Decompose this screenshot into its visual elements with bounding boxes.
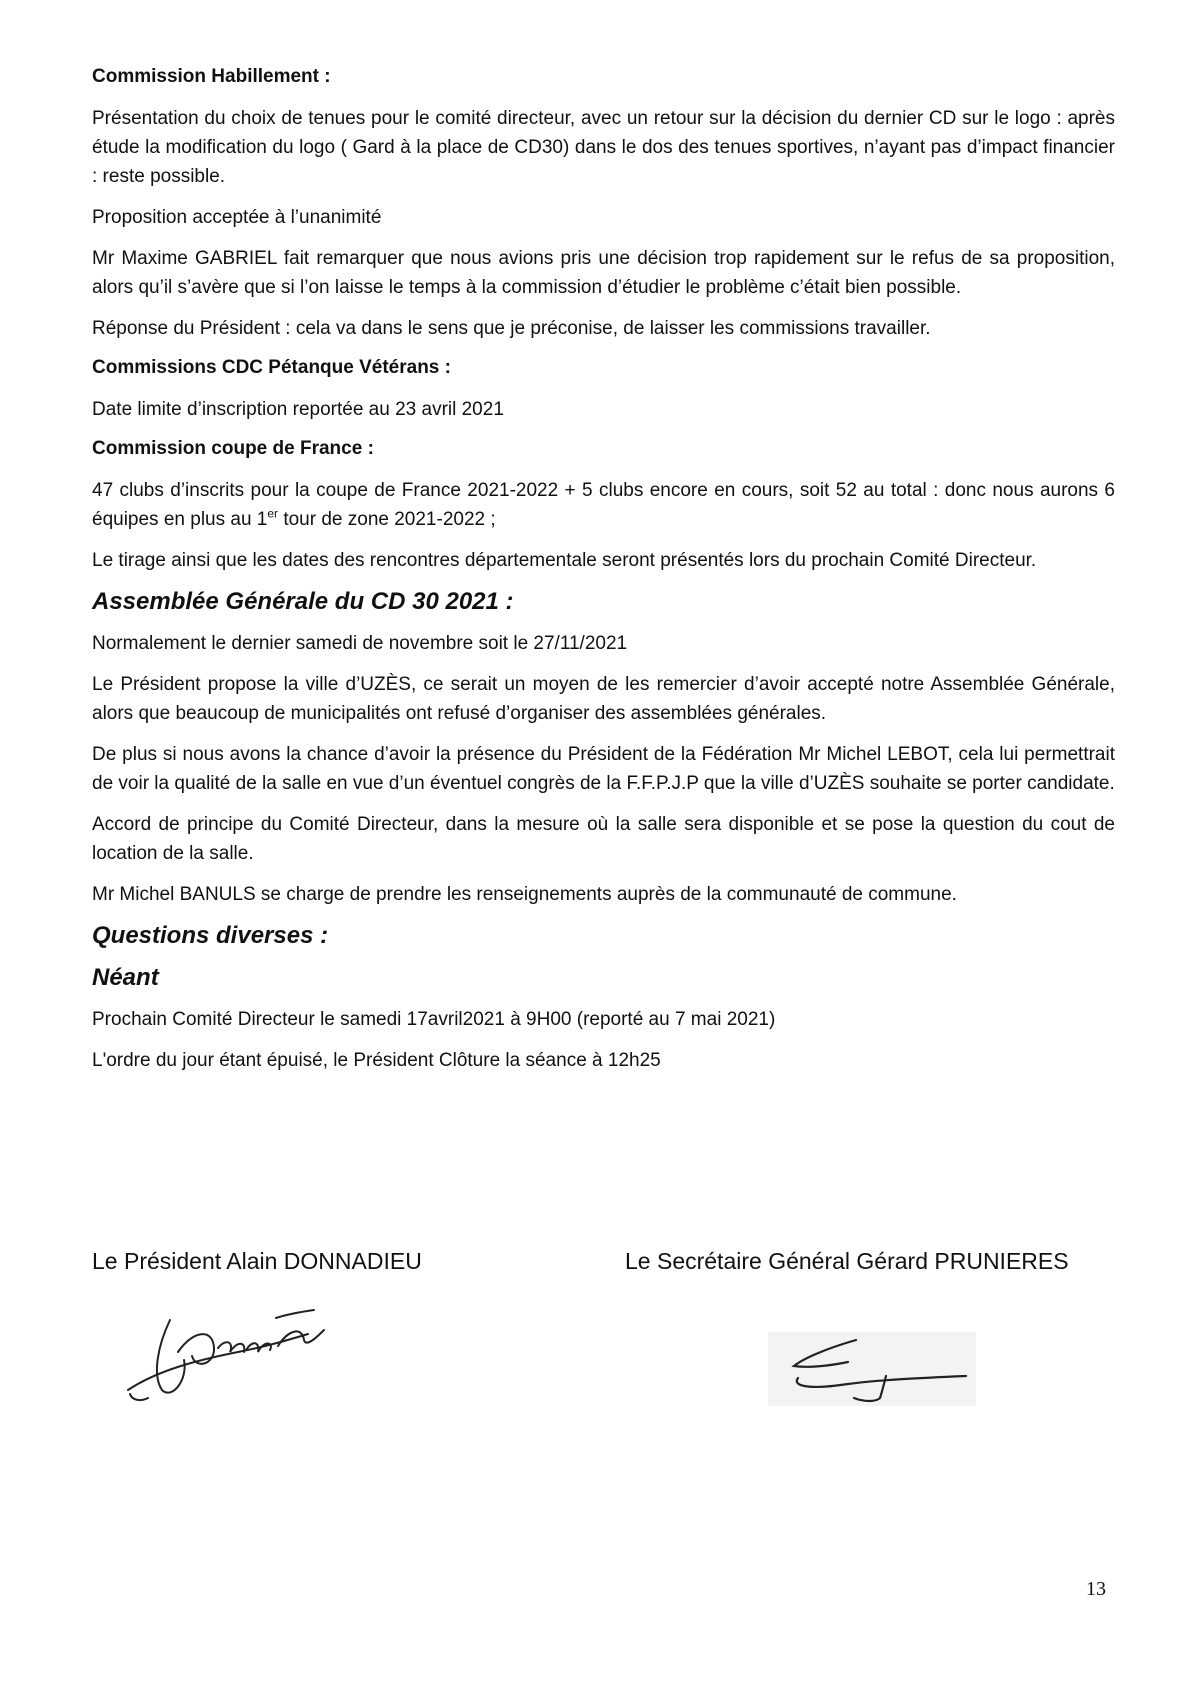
section-title-cdc: Commissions CDC Pétanque Vétérans :	[92, 357, 451, 378]
secretary-signature	[768, 1332, 976, 1406]
paragraph: Accord de principe du Comité Directeur, dans la mesure où la salle sera disponible et se pose la question du cout de location de la salle.	[92, 814, 1115, 864]
paragraph: Le Président propose la ville d’UZÈS, ce serait un moyen de les remercier d’avoir accepté notre Assemblée Générale, alors que beaucoup de municipalités ont refusé d’organiser des assemblées générales.	[92, 674, 1115, 724]
paragraph: Présentation du choix de tenues pour le comité directeur, avec un retour sur la décision du dernier CD sur le logo : après étude la modification du logo ( Gard à la place de CD30) dans le dos des tenues sportives, n’ayant pas d’impact financier : reste possible.	[92, 108, 1115, 187]
document-body	[92, 64, 1115, 1087]
section-title-habillement: Commission Habillement :	[92, 66, 331, 87]
paragraph: De plus si nous avons la chance d’avoir la présence du Président de la Fédération Mr Michel LEBOT, cela lui permettrait de voir la qualité de la salle en vue d’un éventuel congrès de la F.F.P.J.P que la ville d’UZÈS souhaite se porter candidate.	[92, 744, 1115, 794]
president-signature	[118, 1290, 338, 1410]
paragraph-coupe-de-france	[92, 476, 1115, 534]
paragraph: Le tirage ainsi que les dates des rencontres départementale seront présentés lors du prochain Comité Directeur.	[92, 550, 1037, 571]
section-title-assemblee-generale: Assemblée Générale du CD 30 2021 :	[92, 588, 514, 615]
section-title-questions-diverses: Questions diverses :	[92, 922, 329, 949]
paragraph-text: 47 clubs d’inscrits pour la coupe de France 2021-2022 + 5 clubs encore en cours, soit 52 au total : donc nous aurons 6 équipes en plus au 1	[92, 480, 1115, 530]
paragraph: L'ordre du jour étant épuisé, le Président Clôture la séance à 12h25	[92, 1050, 661, 1071]
section-title-neant: Néant	[92, 964, 159, 991]
page-number: 13	[1086, 1578, 1106, 1600]
section-title-coupe-de-france: Commission coupe de France :	[92, 438, 374, 459]
paragraph: Date limite d’inscription reportée au 23 avril 2021	[92, 399, 504, 420]
secretary-label: Le Secrétaire Général Gérard PRUNIERES	[625, 1248, 1069, 1274]
paragraph: Mr Michel BANULS se charge de prendre les renseignements auprès de la communauté de commune.	[92, 884, 957, 905]
paragraph-text: tour de zone 2021-2022 ;	[278, 509, 496, 530]
president-label: Le Président Alain DONNADIEU	[92, 1248, 422, 1274]
paragraph: Prochain Comité Directeur le samedi 17avril2021 à 9H00 (reporté au 7 mai 2021)	[92, 1009, 776, 1030]
superscript: er	[267, 506, 279, 521]
paragraph: Mr Maxime GABRIEL fait remarquer que nous avions pris une décision trop rapidement sur le refus de sa proposition, alors qu’il s’avère que si l’on laisse le temps à la commission d’étudier le problème c’était bien possible.	[92, 248, 1115, 298]
paragraph: Réponse du Président : cela va dans le sens que je préconise, de laisser les commissions travailler.	[92, 318, 931, 339]
paragraph: Normalement le dernier samedi de novembre soit le 27/11/2021	[92, 633, 628, 654]
paragraph: Proposition acceptée à l’unanimité	[92, 207, 382, 228]
